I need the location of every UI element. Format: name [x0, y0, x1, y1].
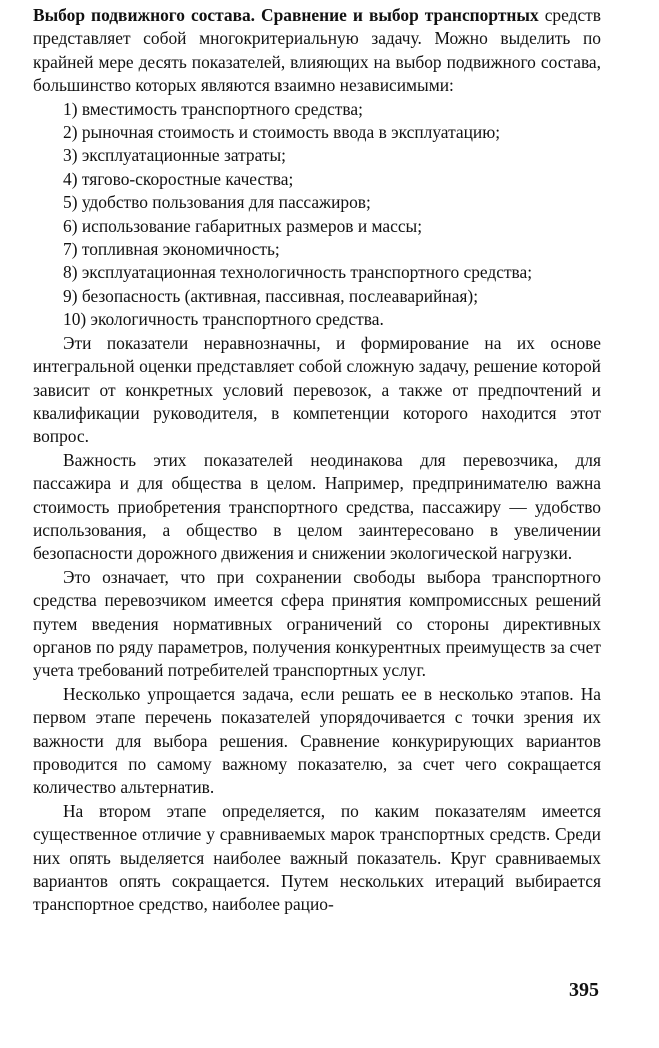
paragraph: На втором этапе определяется, по каким показателям имеется существенное отличие у сравниваемых марок транспортных средств. Среди них опять выделяется наиболее важный показатель. Круг сравниваемых вариантов опять сокращается. Путем нескольких итераций выбирается транспортное средство, наиболее рацио- [33, 800, 601, 915]
list-item: 8) эксплуатационная технологичность транспортного средства; [63, 262, 533, 283]
list-item: 5) удобство пользования для пассажиров; [63, 192, 371, 213]
list-item: 2) рыночная стоимость и стоимость ввода в эксплуатацию; [63, 122, 501, 143]
page-number: 395 [569, 979, 599, 1001]
paragraph: Эти показатели неравнозначны, и формирование на их основе интегральной оценки представляет собой сложную задачу, решение которой зависит от конкретных условий перевозок, а также от предпочтений и квалификации руководителя, в компетенции которого находится этот вопрос. [33, 332, 601, 447]
section-heading: Выбор подвижного состава. Сравнение и выбор транспортных [33, 5, 539, 25]
opening-paragraph [33, 4, 601, 98]
list-item: 3) эксплуатационные затраты; [63, 145, 286, 166]
list-item: 4) тягово-скоростные качества; [63, 168, 294, 189]
paragraph: Это означает, что при сохранении свободы выбора транспортного средства перевозчиком имеется сфера принятия компромиссных решений путем введения нормативных ограничений со стороны директивных органов по ряду параметров, получения конкурентных преимуществ за счет учета требований потребителей транспортных услуг. [33, 566, 601, 681]
list-item: 10) экологичность транспортного средства. [63, 309, 384, 330]
paragraph: Несколько упрощается задача, если решать ее в несколько этапов. На первом этапе перечень показателей упорядочивается с точки зрения их важности для выбора решения. Сравнение конкурирующих вариантов проводится по самому важному показателю, за счет чего сокращается количество альтернатив. [33, 683, 601, 798]
criteria-list [33, 98, 601, 332]
list-item: 7) топливная экономичность; [63, 239, 280, 260]
intro-text: средств представляет собой многокритериальную задачу. Можно выделить по крайней мере десять показателей, влияющих на выбор подвижного состава, большинство которых являются взаимно независимыми: [33, 5, 601, 96]
paragraph: Важность этих показателей неодинакова для перевозчика, для пассажира и для общества в целом. Например, предпринимателю важна стоимость приобретения транспортного средства, пассажиру — удобство использования, а общество в целом заинтересовано в увеличении безопасности дорожного движения и снижении экологической нагрузки. [33, 449, 601, 564]
list-item: 9) безопасность (активная, пассивная, послеаварийная); [63, 285, 479, 306]
list-item: 6) использование габаритных размеров и массы; [63, 215, 423, 236]
list-item: 1) вместимость транспортного средства; [63, 98, 363, 119]
